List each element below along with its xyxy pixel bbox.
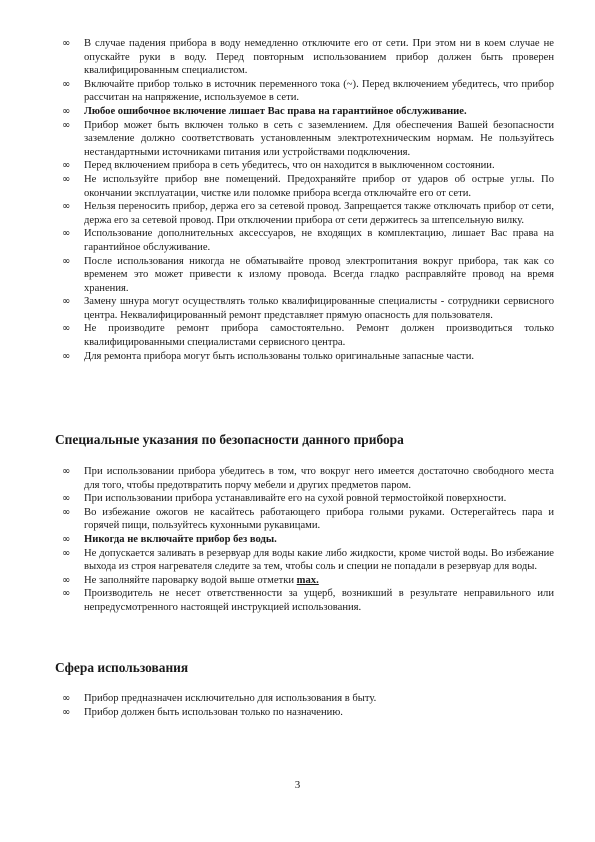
list-item: ∞ Не допускается заливать в резервуар для воды какие либо жидкости, кроме чистой воды. Во избежание выхода из строя нагревателя следите за тем, чтобы соль и специи не попадали в резервуар для воды. (62, 547, 554, 573)
list-item: ∞ Для ремонта прибора могут быть использованы только оригинальные запасные части. (62, 350, 475, 362)
list-item: ∞ Во избежание ожогов не касайтесь работающего прибора голыми руками. Остерегайтесь пара и горячей пищи, пользуйтесь кухонными рукавицами. (62, 506, 554, 532)
list-item: ∞ Включайте прибор только в источник переменного тока (~). Перед включением убедитесь, что прибор рассчитан на напряжение, используемое в сети. (62, 78, 554, 104)
list-item-max-level: ∞ Не заполняйте пароварку водой выше отметки max. (62, 574, 319, 586)
list-item: ∞ Не производите ремонт прибора самостоятельно. Ремонт должен производиться только квалифицированными специалистами сервисного центра. (62, 323, 554, 349)
list-item: ∞ В случае падения прибора в воду немедленно отключите его от сети. При этом ни в коем случае не опускайте руки в воду. Перед повторным использованием прибор должен быть проверен квалифицированным специалистом. (62, 38, 554, 77)
bullet-icon: ∞ (62, 574, 71, 586)
max-mark-label: max. (296, 574, 319, 586)
list-item-no-water-warning: ∞ Никогда не включайте прибор без воды. (62, 533, 277, 545)
bullet-icon: ∞ (62, 78, 71, 90)
list-item: ∞ Производитель не несет ответственности за ущерб, возникший в результате неправильного или непредусмотренного настоящей инструкцией использования. (62, 588, 554, 613)
list-item: ∞ При использовании прибора устанавливайте его на сухой ровной термостойкой поверхности. (62, 493, 507, 505)
bullet-icon: ∞ (62, 547, 71, 559)
bullet-icon: ∞ (62, 323, 71, 335)
general-safety-list (62, 37, 554, 363)
list-item: ∞ Прибор может быть включен только в сеть с заземлением. Для обеспечения Вашей безопасности заземление должно соответствовать установленным электротехническим нормам. Не пользуйтесь нестандартными источниками питания или устройствами подключения. (62, 119, 554, 158)
list-item: ∞ После использования никогда не обматывайте провод электропитания вокруг прибора, так как со временем это может привести к излому провода. Всегда гладко расправляйте провод на время хранения. (62, 255, 554, 294)
bullet-icon: ∞ (62, 228, 71, 240)
bullet-icon: ∞ (62, 466, 71, 477)
bullet-icon: ∞ (62, 119, 71, 131)
scope-list (62, 692, 554, 719)
bullet-icon: ∞ (62, 706, 71, 718)
special-safety-list (62, 465, 554, 615)
bullet-icon: ∞ (62, 160, 71, 172)
bullet-icon: ∞ (62, 296, 71, 308)
list-item: ∞ Замену шнура могут осуществлять только квалифицированные специалисты - сотрудники сервисного центра. Неквалифицированный ремонт представляет прямую опасность для пользователя. (62, 296, 554, 321)
page-number: 3 (294, 779, 301, 791)
bullet-icon: ∞ (62, 105, 71, 117)
list-item-warranty-warning: ∞ Любое ошибочное включение лишает Вас права на гарантийное обслуживание. (62, 105, 467, 117)
bullet-icon: ∞ (62, 350, 71, 362)
list-item: ∞ При использовании прибора убедитесь в том, что вокруг него имеется достаточно свободного места для того, чтобы предотвратить порчу мебели и других предметов паром. (62, 466, 554, 491)
bullet-icon: ∞ (62, 588, 71, 600)
bullet-icon: ∞ (62, 38, 71, 49)
list-item: ∞ Прибор предназначен исключительно для использования в быту. (62, 693, 377, 704)
bullet-icon: ∞ (62, 493, 71, 505)
bullet-icon: ∞ (62, 201, 71, 213)
list-item: ∞ Нельзя переносить прибор, держа его за сетевой провод. Запрещается также отключать прибор от сети, держа его за сетевой провод. При отключении прибора от сети держитесь за штепсельную вилку. (62, 201, 554, 226)
list-item: ∞ Использование дополнительных аксессуаров, не входящих в комплектацию, лишает Вас права на гарантийное обслуживание. (62, 228, 554, 253)
bullet-icon: ∞ (62, 693, 71, 704)
bullet-icon: ∞ (62, 173, 71, 185)
section-heading-scope: Сфера использования (55, 660, 189, 675)
bullet-icon: ∞ (62, 533, 71, 545)
list-item: ∞ Не используйте прибор вне помещений. Предохраняйте прибор от ударов об острые углы. По окончании эксплуатации, чистке или поломке прибора всегда отключайте его от сети. (62, 173, 554, 199)
list-item: ∞ Прибор должен быть использован только по назначению. (62, 706, 343, 718)
section-heading-special-safety: Специальные указания по безопасности данного прибора (55, 432, 404, 447)
list-item: ∞ Перед включением прибора в сеть убедитесь, что он находится в выключенном состоянии. (62, 160, 495, 172)
bullet-icon: ∞ (62, 255, 71, 267)
bullet-icon: ∞ (62, 506, 71, 518)
